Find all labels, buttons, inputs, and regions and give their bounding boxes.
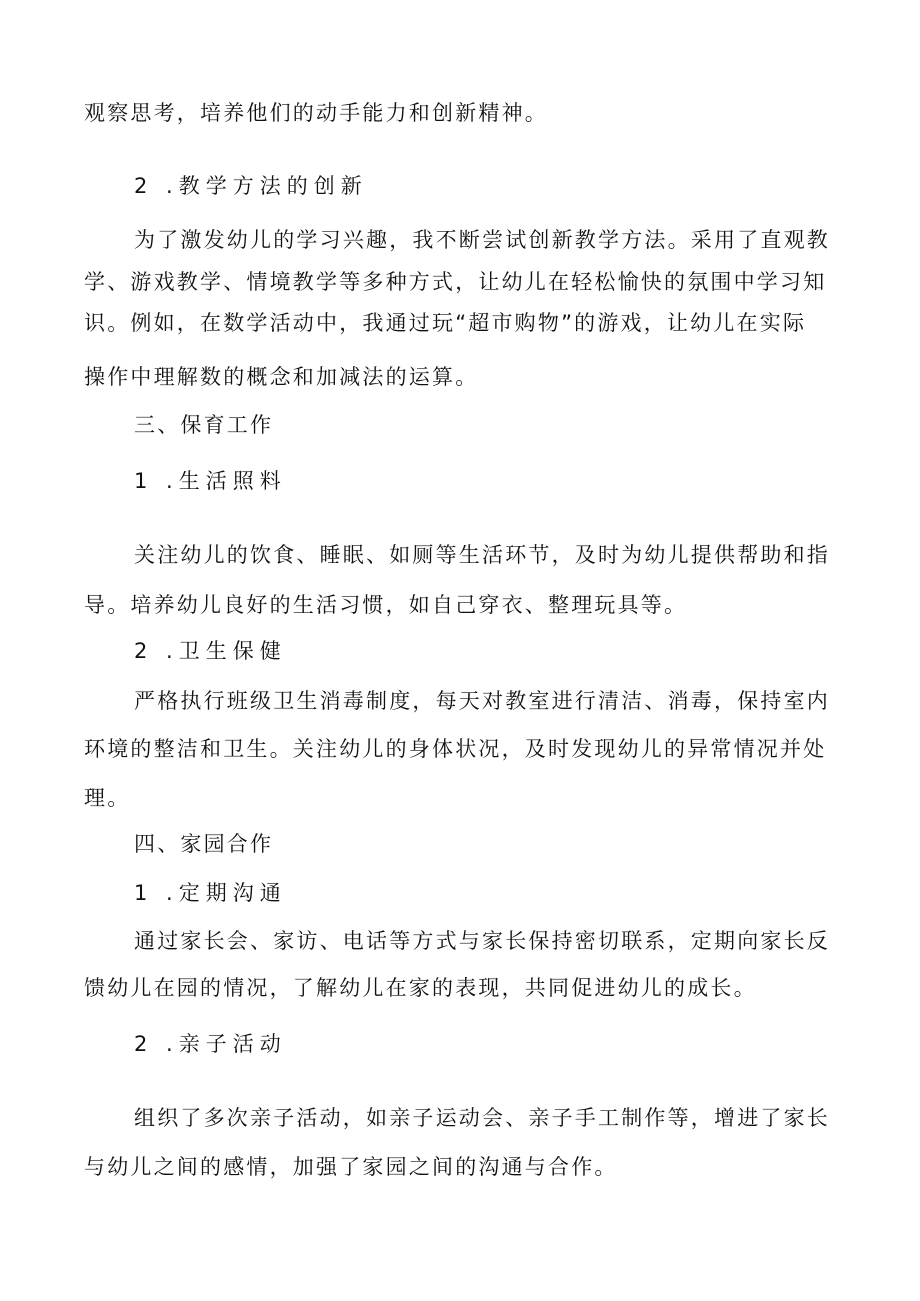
subheading-hygiene: 2 .卫生保健 bbox=[134, 639, 287, 663]
paragraph-line: 严格执行班级卫生消毒制度，每天对教室进行清洁、消毒，保持室内 bbox=[134, 689, 830, 713]
paragraph-line: 馈幼儿在园的情况，了解幼儿在家的表现，共同促进幼儿的成长。 bbox=[84, 976, 757, 1000]
paragraph-line: 为了激发幼儿的学习兴趣，我不断尝试创新教学方法。采用了直观教 bbox=[134, 228, 830, 252]
section-title-childcare: 三、保育工作 bbox=[134, 413, 274, 437]
paragraph-line: 理。 bbox=[84, 786, 131, 810]
paragraph-line: 导。培养幼儿良好的生活习惯，如自己穿衣、整理玩具等。 bbox=[84, 593, 688, 617]
paragraph-line: 操作中理解数的概念和加减法的运算。 bbox=[84, 365, 479, 389]
paragraph-line: 通过家长会、家访、电话等方式与家长保持密切联系，定期向家长反 bbox=[134, 929, 830, 953]
subheading-parent-child: 2 .亲子活动 bbox=[134, 1032, 287, 1056]
paragraph-line: 环境的整洁和卫生。关注幼儿的身体状况，及时发现幼儿的异常情况并处 bbox=[84, 737, 827, 761]
subheading-communication: 1 .定期沟通 bbox=[134, 881, 287, 905]
subheading-life-care: 1 .生活照料 bbox=[134, 469, 287, 493]
section-title-home-school: 四、家园合作 bbox=[134, 832, 274, 856]
paragraph-line: 组织了多次亲子活动，如亲子运动会、亲子手工制作等，增进了家长 bbox=[134, 1106, 830, 1130]
paragraph-line: 学、游戏教学、情境教学等多种方式，让幼儿在轻松愉快的氛围中学习知 bbox=[84, 270, 827, 294]
paragraph-line: 关注幼儿的饮食、睡眠、如厕等生活环节，及时为幼儿提供帮助和指 bbox=[134, 543, 830, 567]
paragraph-line: 与幼儿之间的感情，加强了家园之间的沟通与合作。 bbox=[84, 1155, 618, 1179]
paragraph-line: 识。例如，在数学活动中，我通过玩“超市购物”的游戏，让幼儿在实际 bbox=[84, 311, 807, 335]
paragraph-line: 观察思考，培养他们的动手能力和创新精神。 bbox=[84, 101, 548, 125]
subheading-teaching-method: 2 .教学方法的创新 bbox=[134, 174, 368, 198]
